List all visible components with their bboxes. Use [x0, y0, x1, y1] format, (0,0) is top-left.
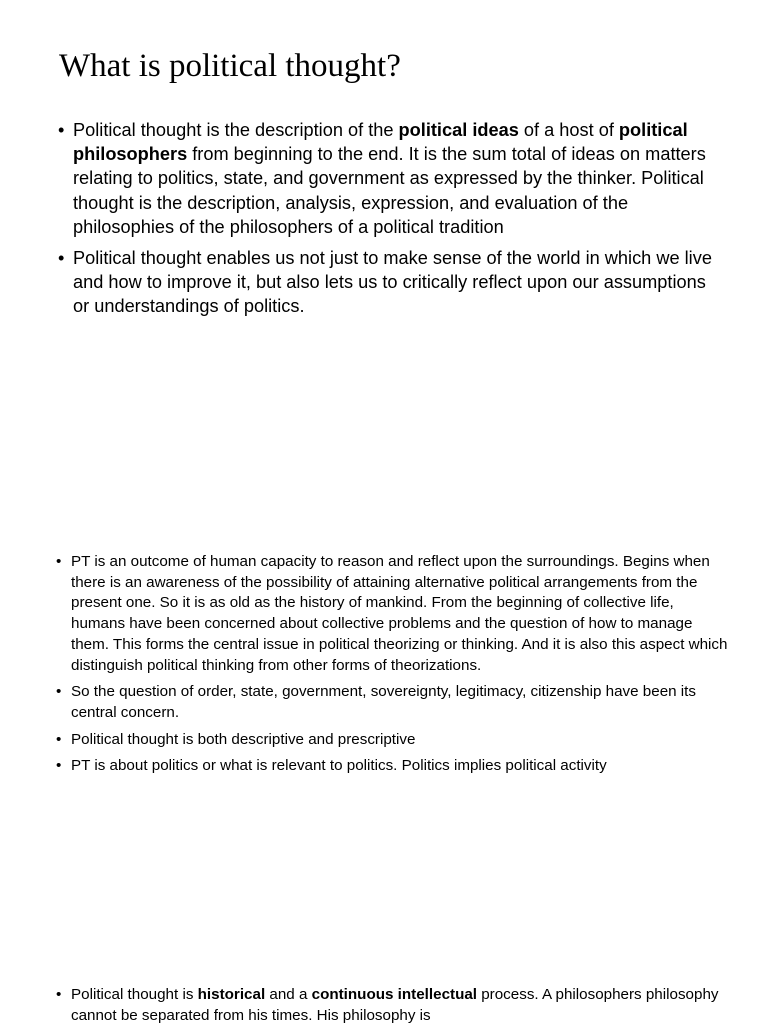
- list-item: • PT is about politics or what is relevant to politics. Politics implies political activity: [71, 756, 731, 777]
- bold-segment: historical: [197, 986, 266, 1003]
- text-segment: Political thought is: [71, 986, 198, 1003]
- text-segment: of a host of: [518, 120, 619, 140]
- bullet-list: [71, 985, 731, 1026]
- text-segment: from beginning to the end. It is the sum total of ideas on matters relating to politics, state, and government as expressed by the thinker. Political thought is the description, analysis, expression, and evaluation of the philosophies of the philosophers of a political tradition: [73, 144, 706, 237]
- list-item: • So the question of order, state, government, sovereignty, legitimacy, citizenship have been its central concern.: [71, 682, 731, 723]
- page-title: What is political thought?: [59, 48, 401, 84]
- list-item: • PT is an outcome of human capacity to reason and reflect upon the surroundings. Begins when there is an awareness of the possibility of attaining alternative political arrangements from the present one. So it is as old as the history of mankind. From the beginning of collective life, humans have been concerned about collective problems and the question of how to manage them. This forms the central issue in political theorizing or thinking. And it is also this aspect which distinguish political thinking from other forms of theorizations.: [71, 552, 731, 676]
- list-item: • Political thought is both descriptive and prescriptive: [71, 730, 731, 751]
- list-item: [71, 985, 731, 1026]
- text-segment: Political thought is the description of the: [73, 120, 399, 140]
- text-segment: and a: [265, 986, 312, 1003]
- bold-segment: political ideas: [398, 120, 519, 140]
- bold-segment: political philosophers: [73, 120, 688, 165]
- bold-segment: continuous intellectual: [311, 986, 478, 1003]
- text-segment: process. A philosophers philosophy cannot be separated from his times. His philosophy is: [71, 986, 719, 1024]
- text-segment: Political thought enables us not just to make sense of the world in which we live and how to improve it, but also lets us to critically reflect upon our assumptions or understandings of politics.: [73, 248, 712, 317]
